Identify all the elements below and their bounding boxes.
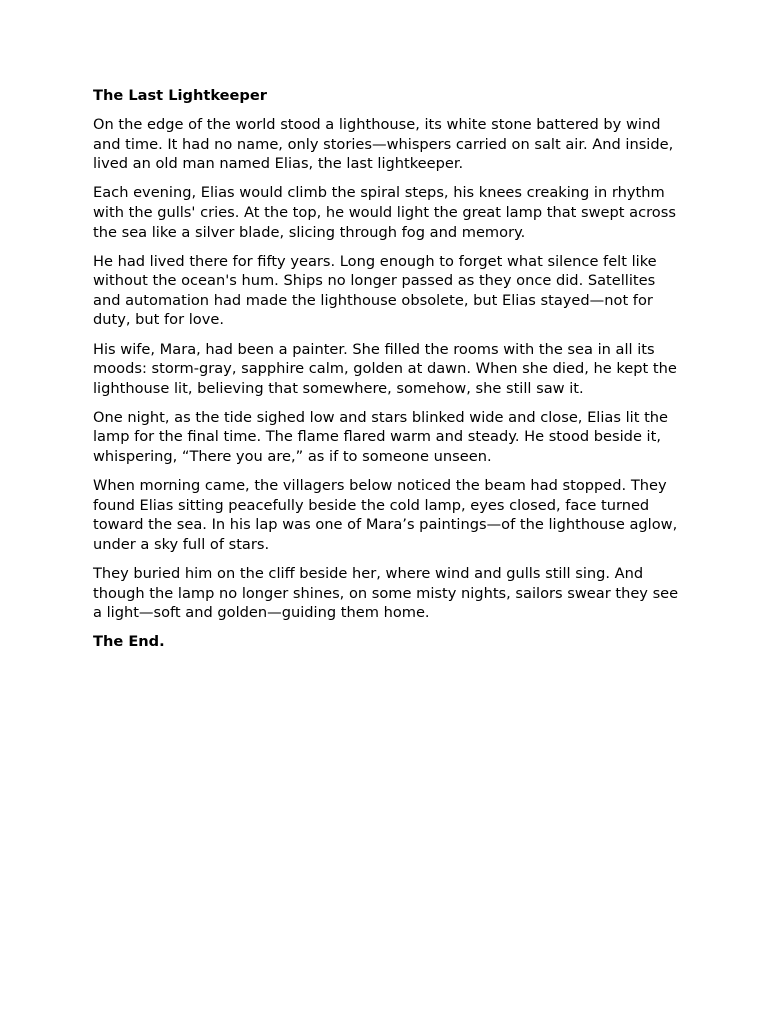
paragraph: One night, as the tide sighed low and stars blinked wide and close, Elias lit the lamp for the final time. The flame flared warm and steady. He stood beside it, whispering, “There you are,” as if to someone unseen.	[93, 408, 669, 465]
paragraph: On the edge of the world stood a lighthouse, its white stone battered by wind and time. It had no name, only stories—whispers carried on salt air. And inside, lived an old man named Elias, the last lightkeeper.	[93, 116, 674, 173]
paragraph: Each evening, Elias would climb the spiral steps, his knees creaking in rhythm with the gulls' cries. At the top, he would light the great lamp that swept across the sea like a silver blade, slicing through fog and memory.	[93, 184, 676, 241]
story-title: The Last Lightkeeper	[93, 87, 267, 104]
paragraph: He had lived there for fifty years. Long enough to forget what silence felt like without the ocean's hum. Ships no longer passed as they once did. Satellites and automation had made the lighthouse obsolete, but Elias stayed—not for duty, but for love.	[93, 252, 657, 329]
paragraph: His wife, Mara, had been a painter. She filled the rooms with the sea in all its moods: storm-gray, sapphire calm, golden at dawn. When she died, he kept the lighthouse lit, believing that somewhere, somehow, she still saw it.	[93, 340, 677, 397]
paragraph: When morning came, the villagers below noticed the beam had stopped. They found Elias sitting peacefully beside the cold lamp, eyes closed, face turned toward the sea. In his lap was one of Mara’s paintings—of the lighthouse aglow, under a sky full of stars.	[93, 477, 678, 553]
story-ending: The End.	[93, 633, 165, 651]
paragraph: They buried him on the cliff beside her, where wind and gulls still sing. And though the lamp no longer shines, on some misty nights, sailors swear they see a light—soft and golden—guiding them home.	[93, 564, 679, 622]
document-body	[93, 86, 683, 652]
